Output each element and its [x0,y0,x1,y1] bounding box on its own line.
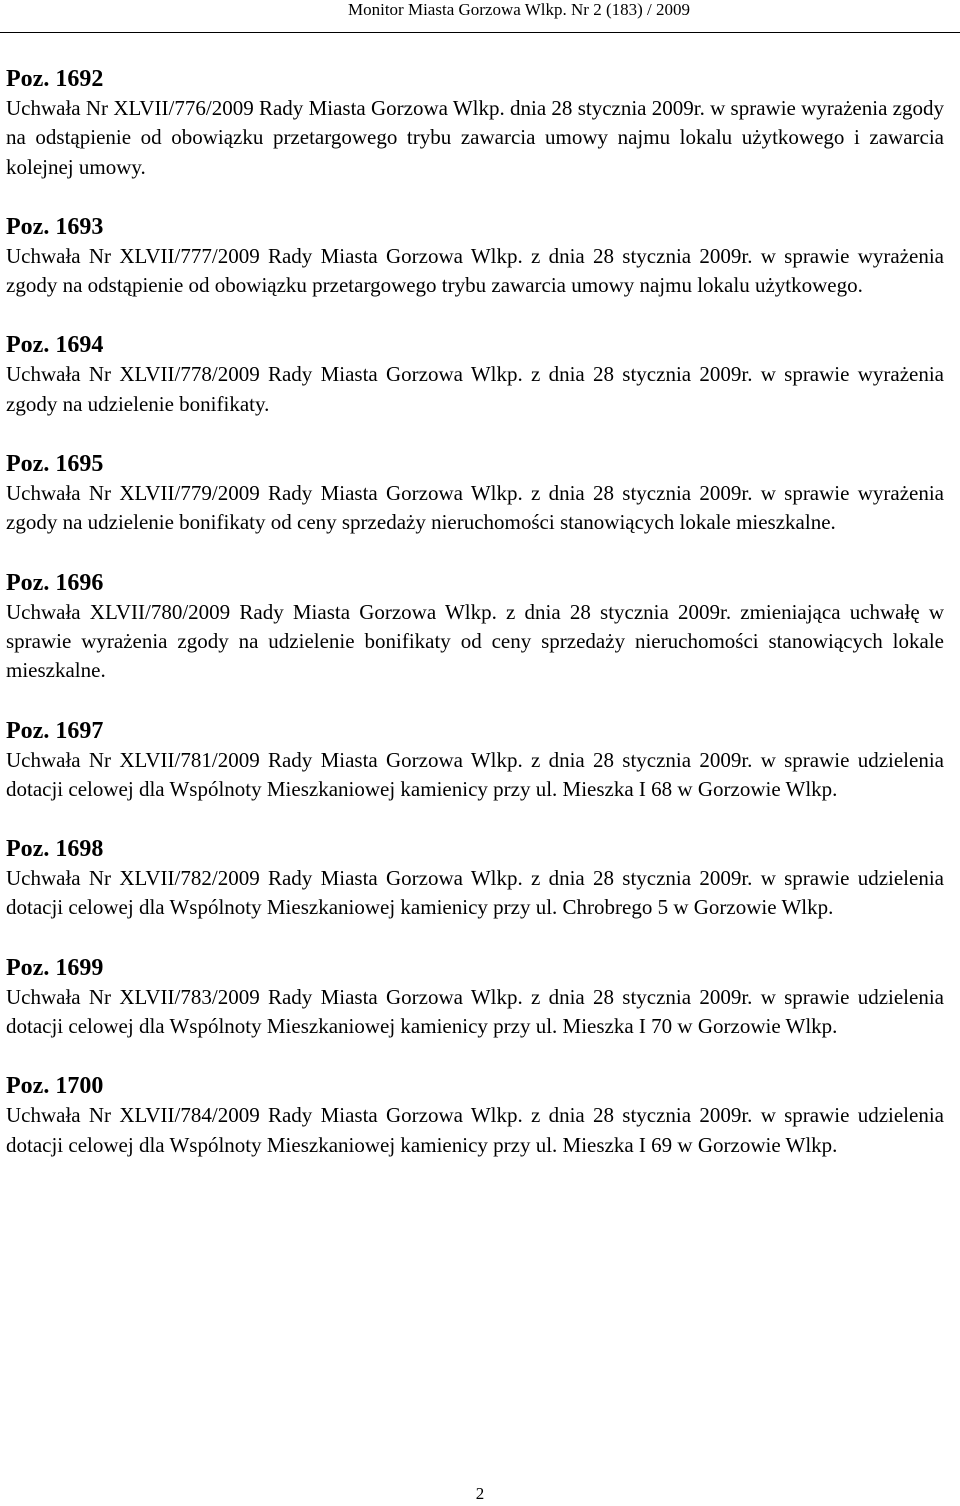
entry-body: Uchwała Nr XLVII/778/2009 Rady Miasta Gorzowa Wlkp. z dnia 28 stycznia 2009r. w sprawie wyrażenia zgody na udzielenie bonifikaty. [6,362,944,416]
entry-1694 [6,330,944,419]
entry-body: Uchwała Nr XLVII/782/2009 Rady Miasta Gorzowa Wlkp. z dnia 28 stycznia 2009r. w sprawie udzielenia dotacji celowej dla Wspólnoty Mieszkaniowej kamienicy przy ul. Chrobrego 5 w Gorzowie Wlkp. [6,866,944,920]
entry-body: Uchwała Nr XLVII/784/2009 Rady Miasta Gorzowa Wlkp. z dnia 28 stycznia 2009r. w sprawie udzielenia dotacji celowej dla Wspólnoty Mieszkaniowej kamienicy przy ul. Mieszka I 69 w Gorzowie Wlkp. [6,1103,944,1157]
entry-heading: Poz. 1698 [6,836,104,863]
entry-body: Uchwała XLVII/780/2009 Rady Miasta Gorzowa Wlkp. z dnia 28 stycznia 2009r. zmieniająca uchwałę w sprawie wyrażenia zgody na udzielenie bonifikaty od ceny sprzedaży nieruchomości stanowiących lokale mieszkalne. [6,599,944,683]
entry-body: Uchwała Nr XLVII/779/2009 Rady Miasta Gorzowa Wlkp. z dnia 28 stycznia 2009r. w sprawie wyrażenia zgody na udzielenie bonifikaty od ceny sprzedaży nieruchomości stanowiących lokale mieszkalne. [6,481,944,535]
entry-heading: Poz. 1696 [6,569,104,596]
running-header: Monitor Miasta Gorzowa Wlkp. Nr 2 (183) / 2009 [348,0,690,19]
entry-heading: Poz. 1699 [6,954,104,981]
entry-body: Uchwała Nr XLVII/781/2009 Rady Miasta Gorzowa Wlkp. z dnia 28 stycznia 2009r. w sprawie udzielenia dotacji celowej dla Wspólnoty Mieszkaniowej kamienicy przy ul. Mieszka I 68 w Gorzowie Wlkp. [6,747,944,801]
entry-body: Uchwała Nr XLVII/776/2009 Rady Miasta Gorzowa Wlkp. dnia 28 stycznia 2009r. w sprawie wyrażenia zgody na odstąpienie od obowiązku przetargowego trybu zawarcia umowy najmu lokalu użytkowego i zawarcia kolejnej umowy. [6,96,944,179]
entry-1698 [6,834,944,923]
page-number: 2 [475,1484,485,1503]
entry-heading: Poz. 1700 [6,1073,104,1100]
entries-list [6,64,944,1190]
entry-heading: Poz. 1692 [6,66,104,92]
entry-heading: Poz. 1697 [6,717,104,744]
entry-1700 [6,1071,944,1160]
entry-1699 [6,953,944,1042]
entry-heading: Poz. 1693 [6,213,104,240]
entry-heading: Poz. 1694 [6,332,104,359]
entry-1692 [6,64,944,182]
entry-1696 [6,568,944,686]
entry-1695 [6,449,944,538]
entry-body: Uchwała Nr XLVII/783/2009 Rady Miasta Gorzowa Wlkp. z dnia 28 stycznia 2009r. w sprawie udzielenia dotacji celowej dla Wspólnoty Mieszkaniowej kamienicy przy ul. Mieszka I 70 w Gorzowie Wlkp. [6,984,944,1039]
header-divider [0,32,960,33]
entry-body: Uchwała Nr XLVII/777/2009 Rady Miasta Gorzowa Wlkp. z dnia 28 stycznia 2009r. w sprawie wyrażenia zgody na odstąpienie od obowiązku przetargowego trybu zawarcia umowy najmu lokalu użytkowego. [6,243,944,298]
entry-1693 [6,212,944,301]
entry-1697 [6,716,944,805]
entry-heading: Poz. 1695 [6,451,104,478]
